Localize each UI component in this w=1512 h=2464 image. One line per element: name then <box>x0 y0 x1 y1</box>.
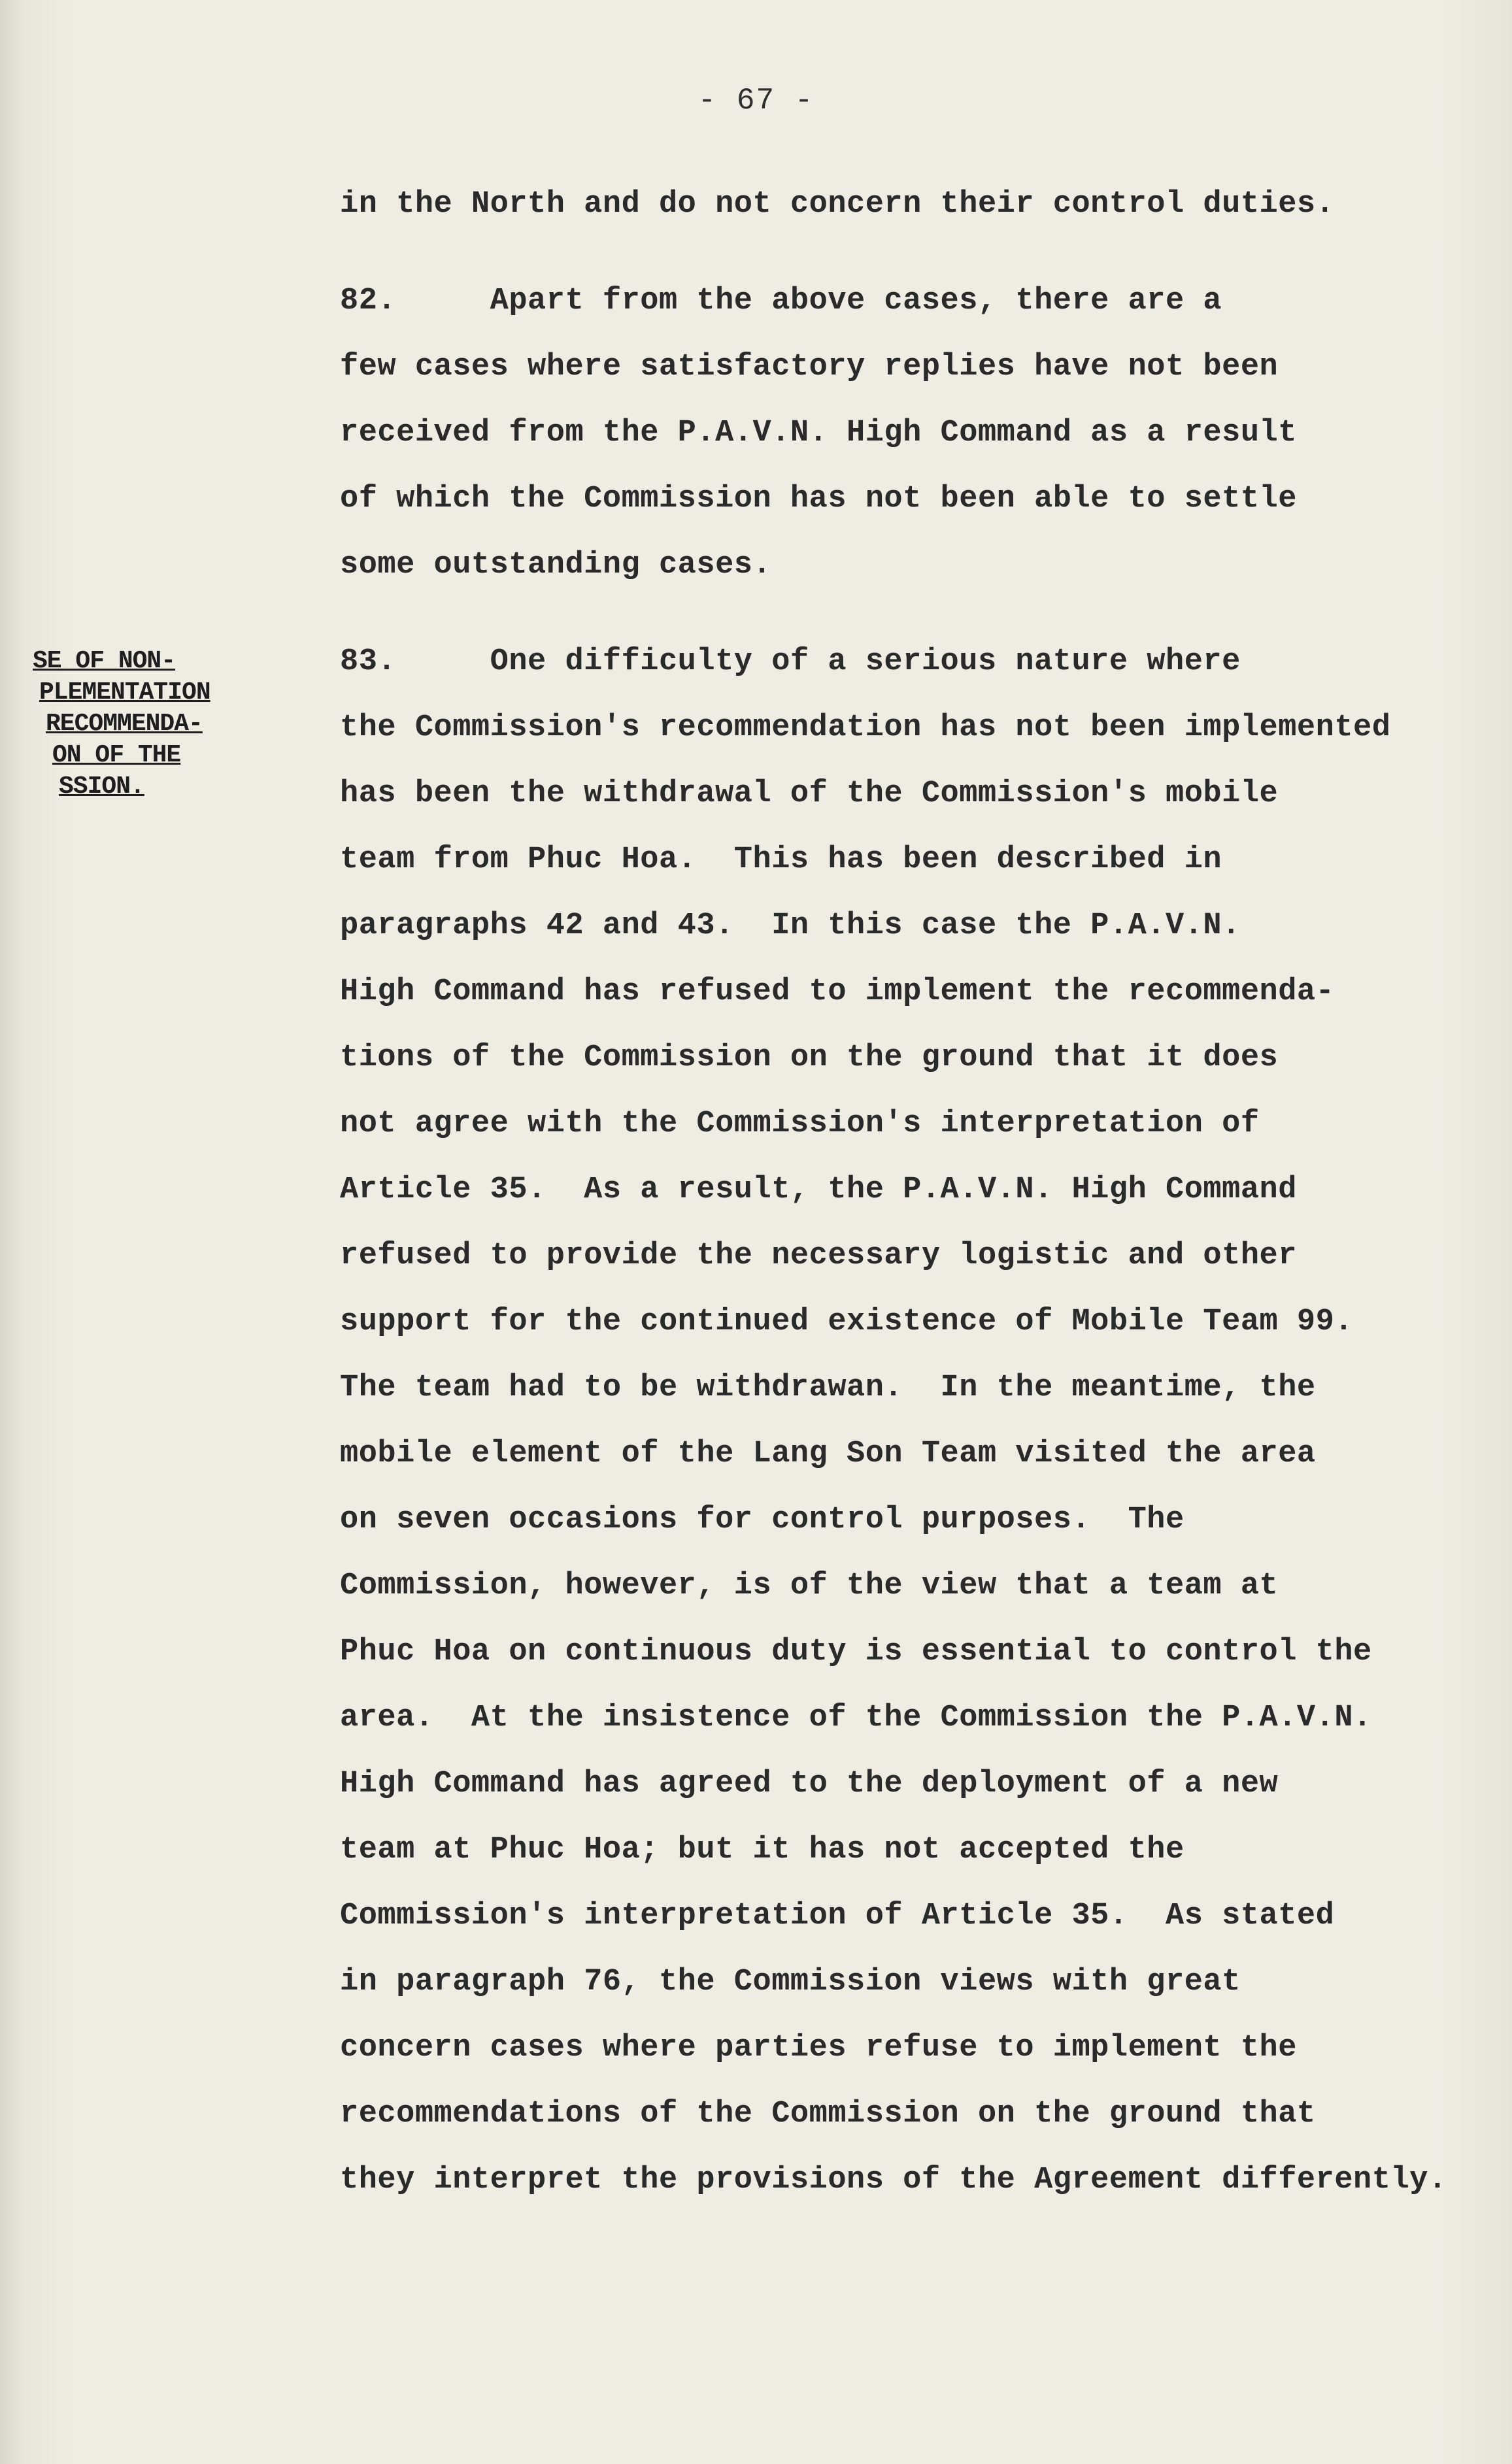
margin-note-line: PLEMENTATION <box>39 678 210 707</box>
text-line: Phuc Hoa on continuous duty is essential to control the <box>340 1635 1372 1669</box>
text-line: on seven occasions for control purposes. The <box>340 1503 1184 1537</box>
paragraph-82 <box>340 268 1464 598</box>
text-line: paragraphs 42 and 43. In this case the P.A.V.N. <box>340 908 1241 943</box>
text-line: they interpret the provisions of the Agreement differently. <box>340 2163 1447 2197</box>
margin-note-line: SE OF NON- <box>33 647 176 675</box>
text-line: not agree with the Commission's interpretation of <box>340 1107 1260 1141</box>
paragraph-83 <box>340 629 1464 2213</box>
text-line: 82. Apart from the above cases, there are a <box>340 284 1222 318</box>
margin-note-line: SSION. <box>59 773 144 801</box>
text-line: some outstanding cases. <box>340 548 772 582</box>
margin-note-stamp <box>26 646 275 803</box>
text-line: the Commission's recommendation has not been implemented <box>340 710 1391 745</box>
text-line: concern cases where parties refuse to implement the <box>340 2031 1297 2065</box>
text-line: in the North and do not concern their control duties. <box>340 187 1335 222</box>
text-line: High Command has refused to implement the recommenda- <box>340 974 1335 1009</box>
text-line: Commission's interpretation of Article 35. As stated <box>340 1899 1335 1933</box>
text-line: The team had to be withdrawan. In the meantime, the <box>340 1371 1316 1405</box>
text-line: has been the withdrawal of the Commission's mobile <box>340 776 1279 811</box>
text-line: Article 35. As a result, the P.A.V.N. High Command <box>340 1173 1297 1207</box>
text-line: tions of the Commission on the ground that it does <box>340 1041 1279 1075</box>
margin-note-line: ON OF THE <box>52 741 181 769</box>
text-line: Commission, however, is of the view that a team at <box>340 1569 1279 1603</box>
text-line: High Command has agreed to the deployment of a new <box>340 1767 1279 1801</box>
text-line: recommendations of the Commission on the ground that <box>340 2097 1316 2131</box>
text-line: of which the Commission has not been able to settle <box>340 482 1297 516</box>
text-line: refused to provide the necessary logistic and other <box>340 1239 1297 1273</box>
text-line: few cases where satisfactory replies have not been <box>340 350 1279 384</box>
text-line: 83. One difficulty of a serious nature where <box>340 644 1241 679</box>
text-line: received from the P.A.V.N. High Command as a result <box>340 416 1297 450</box>
text-line: team at Phuc Hoa; but it has not accepted the <box>340 1833 1184 1867</box>
text-line: team from Phuc Hoa. This has been described in <box>340 842 1222 877</box>
text-line: in paragraph 76, the Commission views with great <box>340 1965 1241 1999</box>
page-number: - 67 - <box>697 84 815 118</box>
text-line: area. At the insistence of the Commission the P.A.V.N. <box>340 1701 1372 1735</box>
margin-note-line: RECOMMENDA- <box>46 710 203 738</box>
paragraph-continuation <box>340 171 1464 237</box>
text-line: support for the continued existence of Mobile Team 99. <box>340 1305 1354 1339</box>
text-line: mobile element of the Lang Son Team visited the area <box>340 1437 1316 1471</box>
